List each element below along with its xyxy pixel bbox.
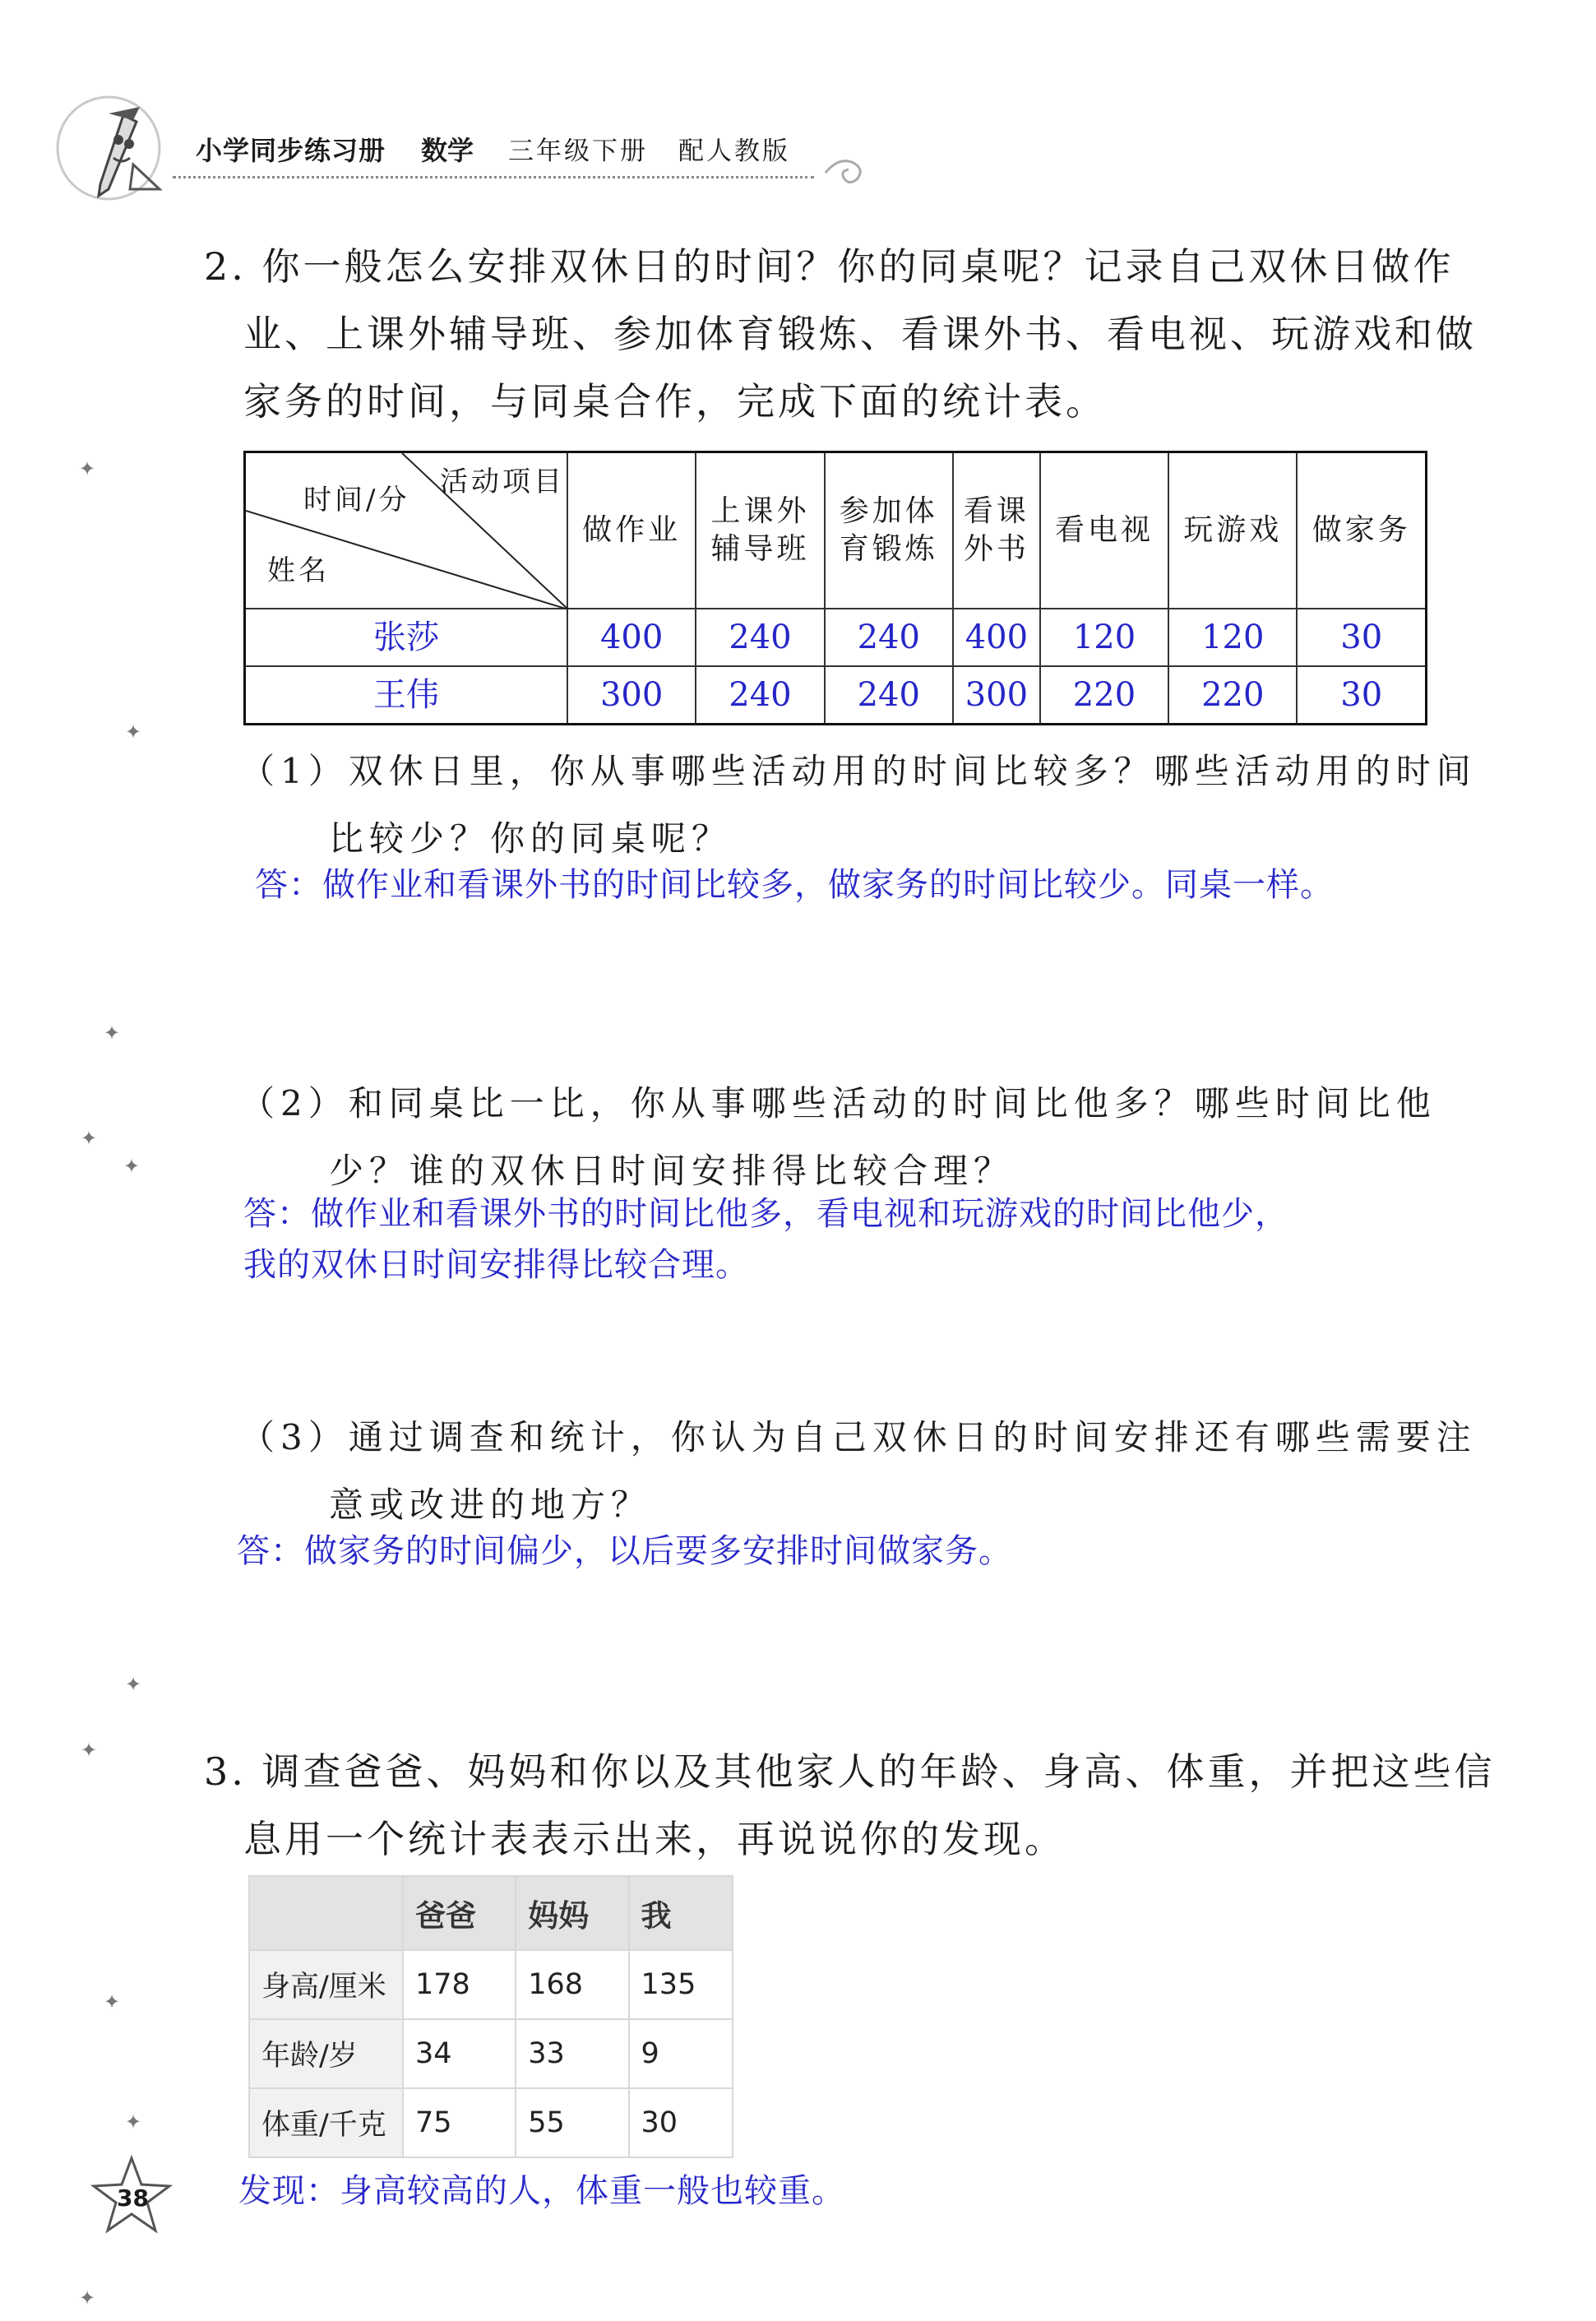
table-cell: 34 (403, 2019, 516, 2088)
table-cell: 300 (953, 666, 1040, 725)
col-header-me: 我 (629, 1876, 733, 1950)
sub2-line-2: 少？谁的双休日时间安排得比较合理？ (329, 1151, 1015, 1191)
sub2-answer-1: 答：做作业和看课外书的时间比他多，看电视和玩游戏的时间比他少， (243, 1195, 1288, 1233)
q2-line-2: 业、上课外辅导班、参加体育锻炼、看课外书、看电视、玩游戏和做 (243, 312, 1477, 356)
corner-label-time: 时间/分 (303, 484, 410, 517)
grade-label: 三年级下册 (508, 137, 648, 166)
star-icon: ✦ (125, 720, 142, 744)
corner-label-activity: 活动项目 (440, 466, 565, 498)
q3-finding: 发现：身高较高的人，体重一般也较重。 (238, 2172, 845, 2210)
table-row (249, 2088, 733, 2157)
family-stats-table (248, 1875, 733, 2158)
weekend-time-table (243, 451, 1427, 725)
sub2-answer-2: 我的双休日时间安排得比较合理。 (243, 1246, 749, 1284)
swirl-icon (822, 153, 868, 194)
table-cell: 240 (825, 666, 953, 725)
mascot-pencil-icon (51, 82, 166, 206)
subject-label: 数学 (421, 135, 474, 166)
table-cell: 120 (1040, 609, 1168, 666)
sub1-line-1: （1）双休日里，你从事哪些活动用的时间比较多？哪些活动用的时间 (240, 751, 1477, 791)
table-cell: 30 (1297, 609, 1426, 666)
row-label-age: 年龄/岁 (249, 2019, 403, 2088)
book-title: 小学同步练习册 (196, 135, 386, 166)
q2-line-1: 2. 你一般怎么安排双休日的时间？你的同桌呢？记录自己双休日做作 (204, 244, 1455, 289)
table-cell: 55 (516, 2088, 628, 2157)
table-header-row (249, 1876, 733, 1950)
table-cell: 75 (403, 2088, 516, 2157)
table-cell: 240 (825, 609, 953, 666)
col-header-chores: 做家务 (1297, 452, 1426, 609)
table-cell: 240 (696, 666, 824, 725)
table-cell: 300 (567, 666, 696, 725)
table-cell: 220 (1168, 666, 1297, 725)
star-icon: ✦ (79, 457, 96, 480)
header-divider (173, 176, 814, 178)
student-name: 张莎 (245, 609, 568, 666)
table-cell: 135 (629, 1950, 733, 2019)
table-cell: 178 (403, 1950, 516, 2019)
star-icon: ✦ (104, 1990, 121, 2013)
page-number: 38 (117, 2184, 149, 2212)
row-label-weight: 体重/千克 (249, 2088, 403, 2157)
star-icon: ✦ (125, 2110, 142, 2133)
star-icon: ✦ (125, 1673, 142, 1696)
q2-line-3: 家务的时间，与同桌合作，完成下面的统计表。 (243, 379, 1107, 424)
sub1-line-2: 比较少？你的同桌呢？ (329, 818, 733, 859)
col-header-exercise: 参加体 育锻炼 (825, 452, 953, 609)
table-row (249, 1950, 733, 2019)
table-cell: 168 (516, 1950, 628, 2019)
corner-label-name: 姓名 (267, 554, 330, 587)
col-header-tv: 看电视 (1040, 452, 1168, 609)
student-name: 王伟 (245, 666, 568, 725)
sub3-line-1: （3）通过调查和统计，你认为自己双休日的时间安排还有哪些需要注 (240, 1417, 1477, 1457)
col-header-mom: 妈妈 (516, 1876, 628, 1950)
table-cell: 220 (1040, 666, 1168, 725)
sub1-answer: 答：做作业和看课外书的时间比较多，做家务的时间比较少。同桌一样。 (255, 866, 1334, 904)
table-corner-cell (249, 1876, 403, 1950)
table-row (249, 2019, 733, 2088)
table-cell: 240 (696, 609, 824, 666)
sub2-line-1: （2）和同桌比一比，你从事哪些活动的时间比他多？哪些时间比他 (240, 1083, 1436, 1123)
sub3-answer: 答：做家务的时间偏少，以后要多安排时间做家务。 (237, 1532, 1012, 1570)
table-cell: 30 (629, 2088, 733, 2157)
table-row (245, 609, 1427, 666)
star-icon: ✦ (81, 1739, 98, 1762)
col-header-dad: 爸爸 (403, 1876, 516, 1950)
col-header-games: 玩游戏 (1168, 452, 1297, 609)
col-header-homework: 做作业 (567, 452, 696, 609)
star-icon: ✦ (104, 1022, 121, 1045)
diagonal-header-cell (245, 452, 568, 609)
q3-line-1: 3. 调查爸爸、妈妈和你以及其他家人的年龄、身高、体重，并把这些信 (204, 1749, 1496, 1794)
col-header-tutoring: 上课外 辅导班 (696, 452, 824, 609)
star-icon: ✦ (81, 1127, 98, 1150)
sub3-line-2: 意或改进的地方？ (329, 1485, 652, 1525)
table-cell: 400 (953, 609, 1040, 666)
table-cell: 9 (629, 2019, 733, 2088)
table-header-row (245, 452, 1427, 609)
row-label-height: 身高/厘米 (249, 1950, 403, 2019)
table-cell: 33 (516, 2019, 628, 2088)
star-icon: ✦ (79, 2286, 96, 2309)
edition-label: 配人教版 (678, 137, 790, 166)
col-header-reading: 看课 外书 (953, 452, 1040, 609)
table-cell: 400 (567, 609, 696, 666)
table-row (245, 666, 1427, 725)
table-cell: 30 (1297, 666, 1426, 725)
table-cell: 120 (1168, 609, 1297, 666)
q3-line-2: 息用一个统计表表示出来，再说说你的发现。 (243, 1817, 1066, 1861)
star-icon: ✦ (123, 1155, 141, 1178)
